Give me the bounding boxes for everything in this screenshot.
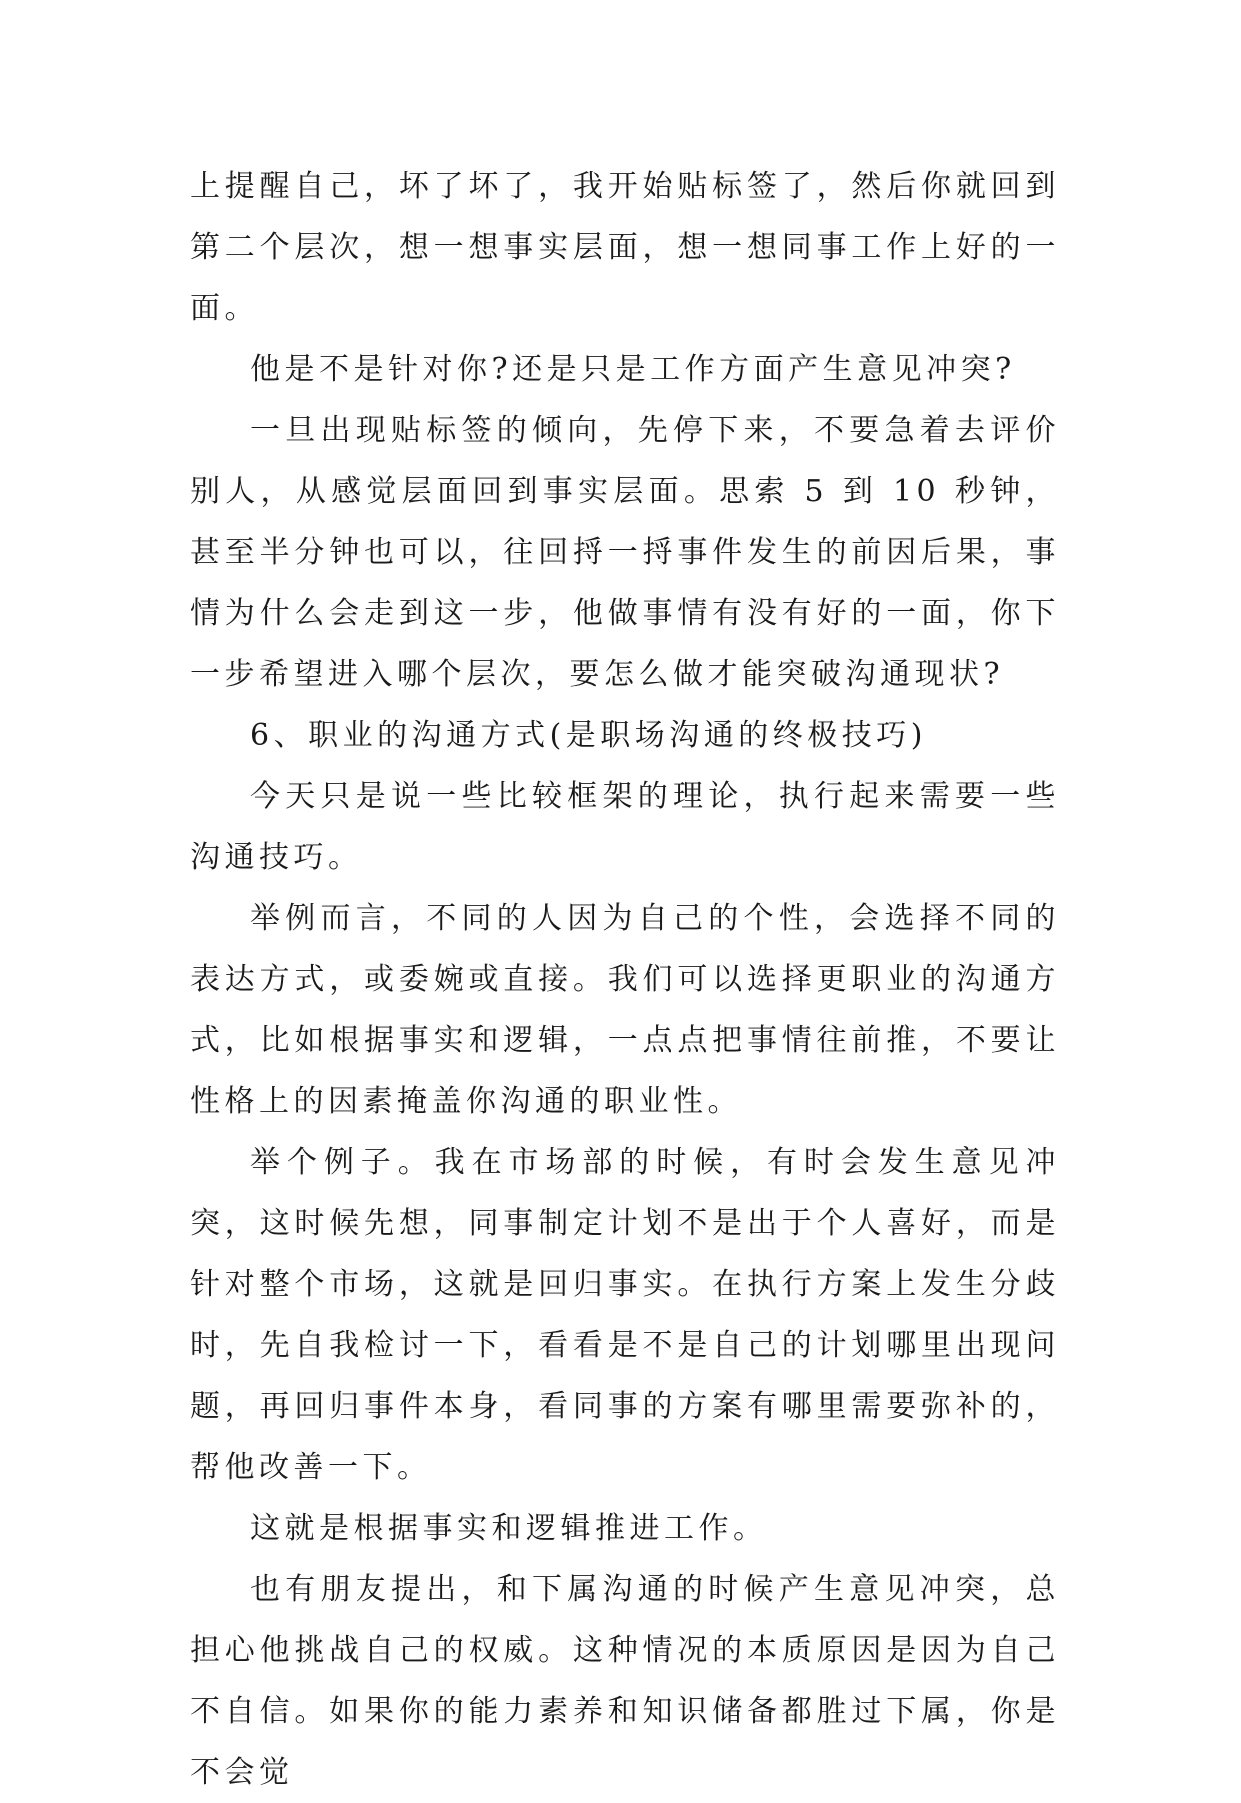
paragraph-6: 举例而言，不同的人因为自己的个性，会选择不同的表达方式，或委婉或直接。我们可以选择更职业的沟通方式，比如根据事实和逻辑，一点点把事情往前推，不要让性格上的因素掩盖你沟通的职业性。 — [190, 901, 1060, 1119]
section-heading: 6、职业的沟通方式(是职场沟通的终极技巧) — [250, 718, 927, 753]
paragraph-7: 举个例子。我在市场部的时候，有时会发生意见冲突，这时候先想，同事制定计划不是出于个人喜好，而是针对整个市场，这就是回归事实。在执行方案上发生分歧时，先自我检讨一下，看看是不是自己的计划哪里出现问题，再回归事件本身，看同事的方案有哪里需要弥补的，帮他改善一下。 — [190, 1145, 1060, 1485]
paragraph-5: 今天只是说一些比较框架的理论，执行起来需要一些沟通技巧。 — [190, 779, 1060, 875]
paragraph-2: 他是不是针对你?还是只是工作方面产生意见冲突? — [250, 352, 1016, 387]
paragraph-9: 也有朋友提出，和下属沟通的时候产生意见冲突，总担心他挑战自己的权威。这种情况的本质原因是因为自己不自信。如果你的能力素养和知识储备都胜过下属，你是不会觉 — [190, 1572, 1060, 1790]
paragraph-8: 这就是根据事实和逻辑推进工作。 — [250, 1511, 768, 1546]
paragraph-1: 上提醒自己，坏了坏了，我开始贴标签了，然后你就回到第二个层次，想一想事实层面，想一想同事工作上好的一面。 — [190, 169, 1060, 326]
body-text — [190, 156, 1060, 1803]
paragraph-3: 一旦出现贴标签的倾向，先停下来，不要急着去评价别人，从感觉层面回到事实层面。思索 5 到 10 秒钟，甚至半分钟也可以，往回捋一捋事件发生的前因后果，事情为什么会走到这一步，他做事情有没有好的一面，你下一步希望进入哪个层次，要怎么做才能突破沟通现状? — [190, 413, 1060, 692]
